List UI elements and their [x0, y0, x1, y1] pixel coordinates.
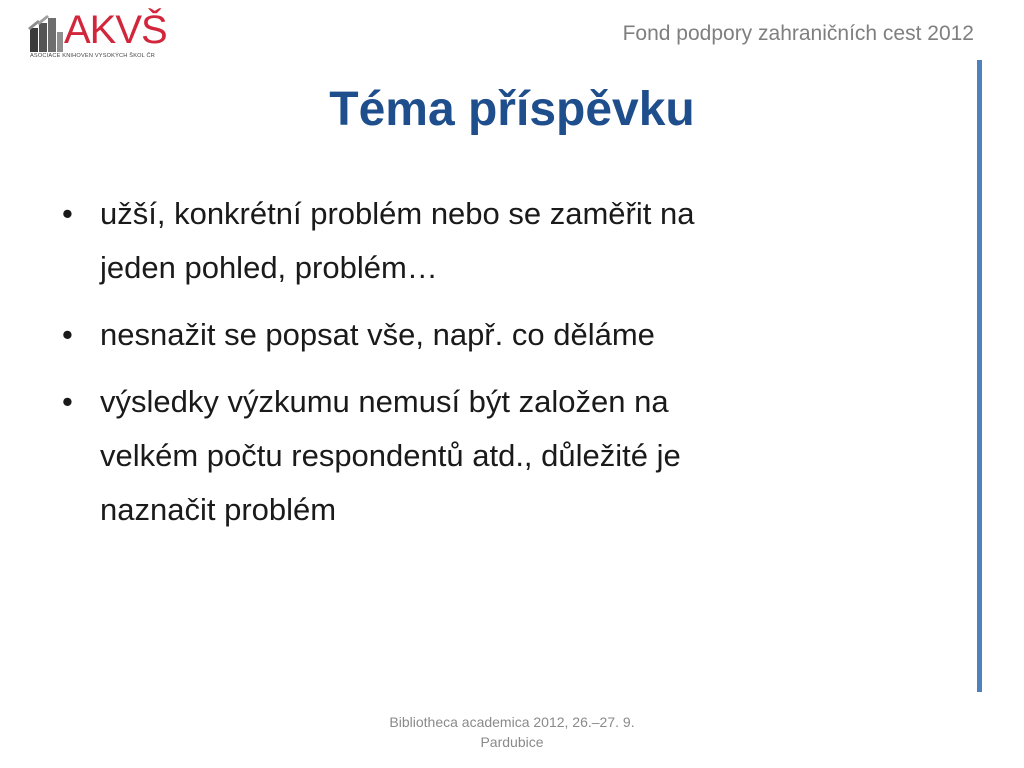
bullet-text-line: naznačit problém — [100, 492, 337, 527]
bullet-text-line: velkém počtu respondentů atd., důležité je — [100, 438, 681, 473]
bullet-text-line: užší, konkrétní problém nebo se zaměřit na — [100, 196, 695, 231]
book-stack-logo-icon — [28, 14, 66, 52]
bullet-item — [62, 375, 942, 537]
bullet-text-line: výsledky výzkumu nemusí být založen na — [100, 384, 669, 419]
bullet-marker: • — [62, 384, 73, 419]
right-divider — [977, 60, 982, 692]
footer-line-place: Pardubice — [480, 734, 544, 750]
bullet-item — [62, 187, 942, 295]
akvs-logo — [28, 8, 173, 62]
bullet-marker: • — [62, 317, 73, 352]
footer-line-event: Bibliotheca academica 2012, 26.–27. 9. — [389, 714, 635, 730]
bullet-item — [62, 308, 942, 362]
bullet-text-line: jeden pohled, problém… — [100, 250, 438, 285]
bullet-text-line: nesnažit se popsat vše, např. co děláme — [100, 317, 655, 352]
bullet-marker: • — [62, 196, 73, 231]
logo-wordmark: AKVŠ — [64, 8, 167, 52]
bullet-list — [62, 187, 942, 550]
slide-title: Téma příspěvku — [329, 83, 695, 136]
logo-tagline: ASOCIACE KNIHOVEN VYSOKÝCH ŠKOL ČR — [30, 53, 156, 59]
header-caption: Fond podpory zahraničních cest 2012 — [622, 22, 974, 45]
footer — [0, 712, 1024, 752]
